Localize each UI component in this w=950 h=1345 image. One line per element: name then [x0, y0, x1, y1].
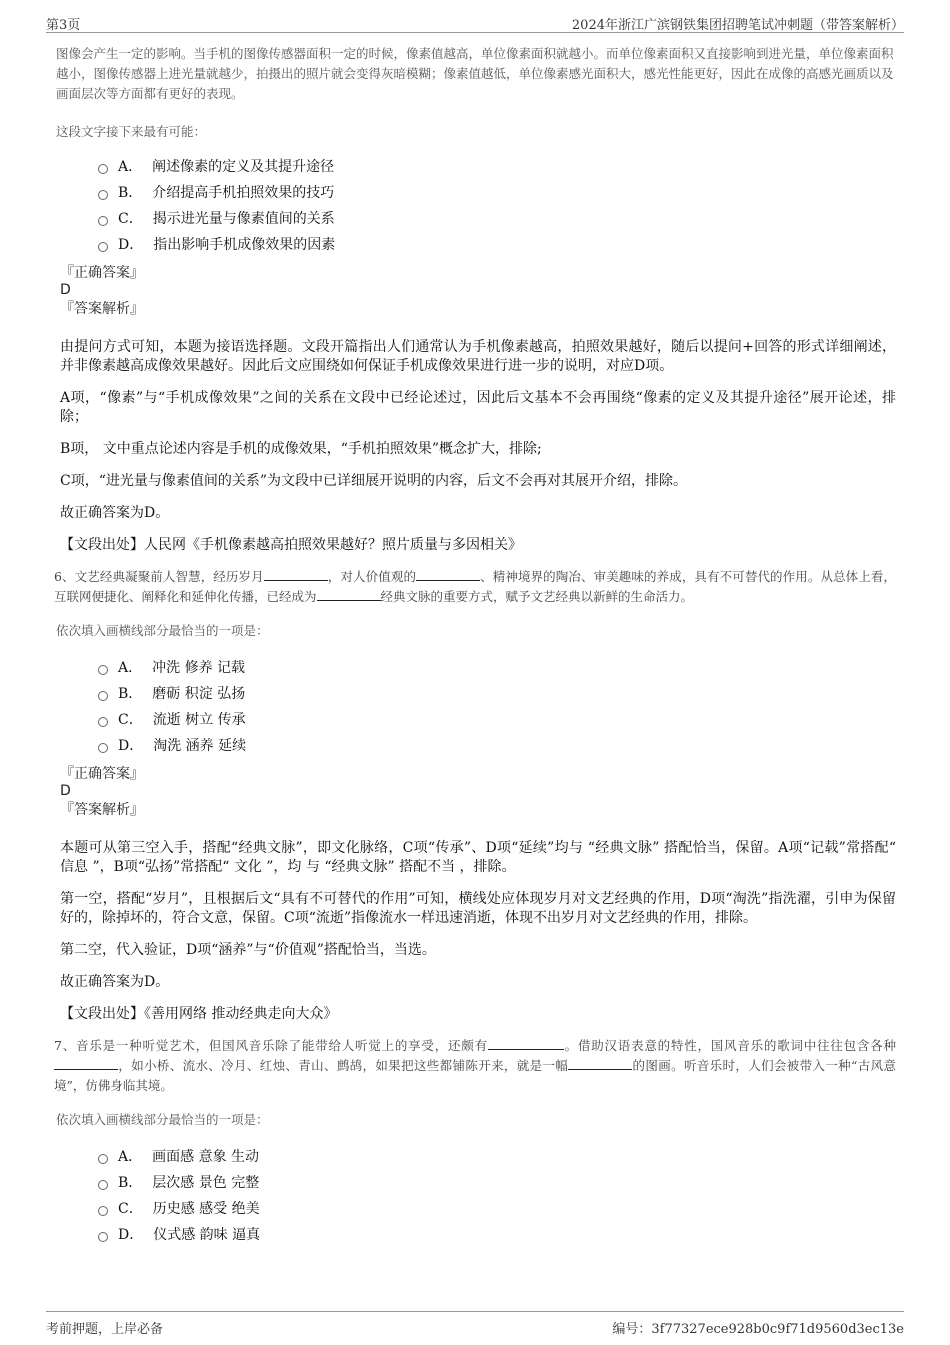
q5-analysis-3: B项， 文中重点论述内容是手机的成像效果，“手机拍照效果”概念扩大，排除;: [60, 441, 542, 457]
q5-source: 【文段出处】人民网《手机像素越高拍照效果越好？照片质量与多因相关》: [60, 537, 522, 553]
document-body: [56, 44, 896, 1248]
q7-option-c[interactable]: C． 历史感 感受 绝美: [98, 1196, 896, 1222]
radio-icon[interactable]: [98, 190, 108, 200]
q5-prompt: 这段文字接下来最有可能：: [56, 124, 207, 139]
q5-option-b[interactable]: B． 介绍提高手机拍照效果的技巧: [98, 180, 896, 206]
q5-answer-label: 『正确答案』: [60, 265, 144, 281]
page-header: [46, 10, 904, 33]
q6-answer: D: [60, 783, 71, 799]
q5-options: [98, 154, 896, 258]
radio-icon[interactable]: [98, 691, 108, 701]
q5-analysis-2: A项，“像素”与“手机成像效果”之间的关系在文段中已经论述过，因此后文基本不会再围绕“像素的定义及其提升途径”展开论述，排除；: [60, 390, 896, 425]
blank-line: [488, 1037, 564, 1050]
q6-option-a[interactable]: A． 冲洗 修养 记载: [98, 655, 896, 681]
blank-line: [416, 568, 480, 581]
q6-stem: 6、文艺经典凝聚前人智慧，经历岁月 ，对人价值观的 、精神境界的陶冶、审美趣味的养成，具有不可替代的作用。从总体上看，互联网便捷化、阐释化和延伸化传播，已经成为 经典文脉的重要方式，赋予文艺经典以新鲜的生命活力。: [54, 569, 896, 604]
q6-prompt: 依次填入画横线部分最恰当的一项是：: [56, 623, 269, 638]
document-id: 编号：3f77327ece928b0c9f71d9560d3ec13e: [612, 1322, 904, 1337]
blank-line: [317, 588, 381, 601]
q5-option-d[interactable]: D． 指出影响手机成像效果的因素: [98, 232, 896, 258]
q7-option-a[interactable]: A． 画面感 意象 生动: [98, 1144, 896, 1170]
page-number: 第3页: [46, 18, 81, 33]
q5-analysis-4: C项，“进光量与像素值间的关系”为文段中已详细展开说明的内容，后文不会再对其展开介绍，排除。: [60, 473, 688, 489]
q5-option-c[interactable]: C． 揭示进光量与像素值间的关系: [98, 206, 896, 232]
page-footer: [46, 1311, 904, 1336]
radio-icon[interactable]: [98, 665, 108, 675]
blank-line: [264, 568, 328, 581]
radio-icon[interactable]: [98, 242, 108, 252]
radio-icon[interactable]: [98, 216, 108, 226]
document-title: 2024年浙江广滨钢铁集团招聘笔试冲刺题（带答案解析）: [571, 18, 904, 33]
radio-icon[interactable]: [98, 743, 108, 753]
blank-line: [54, 1057, 118, 1070]
q6-analysis-label: 『答案解析』: [60, 802, 144, 818]
q7-options: [98, 1144, 896, 1248]
q5-answer: D: [60, 282, 71, 298]
radio-icon[interactable]: [98, 164, 108, 174]
q6-analysis-4: 故正确答案为D。: [60, 974, 170, 990]
radio-icon[interactable]: [98, 1180, 108, 1190]
q6-option-d[interactable]: D． 淘洗 涵养 延续: [98, 733, 896, 759]
blank-line: [568, 1057, 632, 1070]
q6-options: [98, 655, 896, 759]
footer-slogan: 考前押题，上岸必备: [46, 1322, 164, 1337]
q5-passage: 图像会产生一定的影响。当手机的图像传感器面积一定的时候，像素值越高，单位像素面积就越小。而单位像素面积又直接影响到进光量，单位像素面积越小，图像传感器上进光量就越少，拍摄出的照片就会变得灰暗模糊；像素值越低，单位像素感光面积大，感光性能更好，因此在成像的高感光画质以及画面层次等方面都有更好的表现。: [56, 46, 894, 101]
q6-option-c[interactable]: C． 流逝 树立 传承: [98, 707, 896, 733]
q6-answer-label: 『正确答案』: [60, 766, 144, 782]
radio-icon[interactable]: [98, 1206, 108, 1216]
radio-icon[interactable]: [98, 1232, 108, 1242]
q6-analysis-2: 第一空，搭配“岁月”，且根据后文“具有不可替代的作用”可知，横线处应体现岁月对文艺经典的作用，D项“淘洗”指洗濯，引申为保留好的，除掉坏的，符合文意，保留。C项“流逝”指像流水一样迅速消逝，体现不出岁月对文艺经典的作用，排除。: [60, 891, 896, 926]
q7-option-d[interactable]: D． 仪式感 韵味 逼真: [98, 1222, 896, 1248]
q5-analysis-1: 由提问方式可知，本题为接语选择题。文段开篇指出人们通常认为手机像素越高，拍照效果越好，随后以提问+回答的形式详细阐述，并非像素越高成像效果越好。因此后文应围绕如何保证手机成像效果进行进一步的说明，对应D项。: [60, 339, 896, 374]
q5-option-a[interactable]: A． 阐述像素的定义及其提升途径: [98, 154, 896, 180]
radio-icon[interactable]: [98, 1154, 108, 1164]
q7-prompt: 依次填入画横线部分最恰当的一项是：: [56, 1112, 269, 1127]
q6-option-b[interactable]: B． 磨砺 积淀 弘扬: [98, 681, 896, 707]
q7-option-b[interactable]: B． 层次感 景色 完整: [98, 1170, 896, 1196]
q6-analysis-1: 本题可从第三空入手，搭配“经典文脉”，即文化脉络，C项“传承”、D项“延续”均与 “经典文脉” 搭配恰当，保留。A项“记载”常搭配“ 信息 ”，B项“弘扬”常搭配“ 文化 ”，均 与 “经典文脉” 搭配不当 ，排除。: [60, 840, 896, 875]
q5-analysis-5: 故正确答案为D。: [60, 505, 170, 521]
radio-icon[interactable]: [98, 717, 108, 727]
q7-stem: 7、音乐是一种听觉艺术，但国风音乐除了能带给人听觉上的享受，还颇有 。借助汉语表意的特性，国风音乐的歌词中往往包含各种，如小桥、流水、冷月、红烛、青山、鹧鸪，如果把这些都铺陈开来，就是一幅 的图画。听音乐时，人们会被带入一种“古风意境”，仿佛身临其境。: [54, 1038, 896, 1093]
q6-source: 【文段出处】《善用网络 推动经典走向大众》: [60, 1006, 338, 1022]
q6-analysis-3: 第二空，代入验证，D项“涵养”与“价值观”搭配恰当，当选。: [60, 942, 436, 958]
q5-analysis-label: 『答案解析』: [60, 301, 144, 317]
